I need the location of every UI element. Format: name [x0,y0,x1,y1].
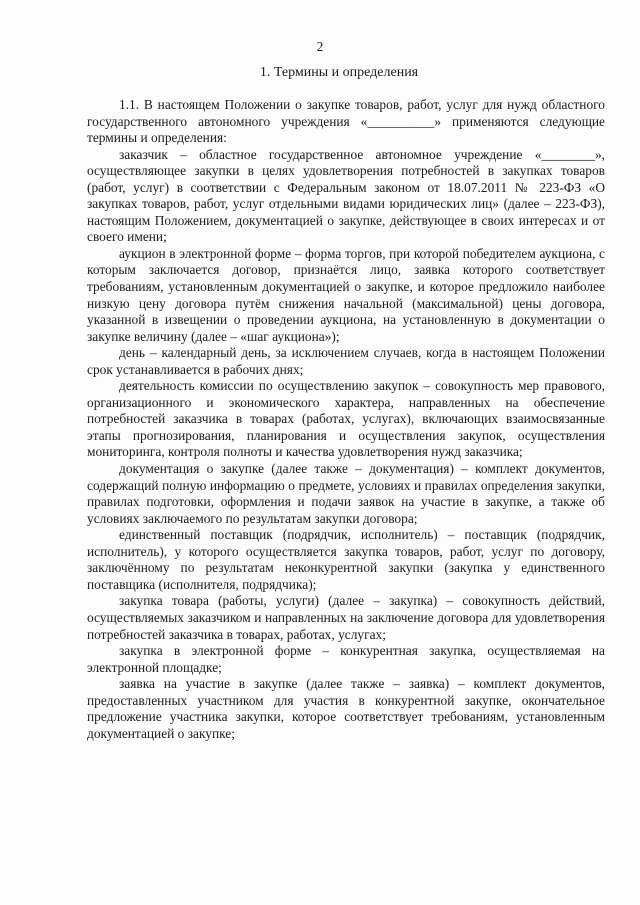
definition-procurement: закупка товара (работы, услуги) (далее – закупка) – совокупность действий, осуществляемых заказчиком и направленных на заключение договора для удовлетворения потребностей заказчика в товарах, работах, услугах; [87,593,605,642]
page-number: 2 [316,39,324,54]
definition-procurement-documentation: документация о закупке (далее также – документация) – комплект документов, содержащий полную информацию о предмете, условиях и правилах определения закупки, правилах подготовки, оформления и подачи заявок на участие в закупке, а также об условиях заключаемого по результатам закупки договора; [87,461,605,526]
definition-customer: заказчик – областное государственное автономное учреждение «________», осуществляющее закупки в целях удовлетворения потребностей в закупках товаров (работ, услуг) в соответствии с Федеральным законом от 18.07.2011 № 223-ФЗ «О закупках товаров, работ, услуг отдельными видами юридических лиц» (далее – 223-ФЗ), настоящим Положением, документацией о закупке, действующее в своих интересах и от своего имени; [87,146,605,245]
definition-electronic-procurement: закупка в электронной форме – конкурентная закупка, осуществляемая на электронной площадке; [87,643,605,675]
definition-sole-supplier: единственный поставщик (подрядчик, исполнитель) – поставщик (подрядчик, исполнитель), у которого осуществляется закупка товаров, работ, услуг по договору, заключённому по результатам неконкурентной закупки (закупка у единственного поставщика (исполнителя, подрядчика); [87,527,605,592]
document-body [87,97,605,742]
paragraph-intro: 1.1. В настоящем Положении о закупке товаров, работ, услуг для нужд областного государственного автономного учреждения «__________» применяются следующие термины и определения: [87,97,605,146]
definition-application: заявка на участие в закупке (далее также – заявка) – комплект документов, предоставленных участником для участия в конкурентной закупке, окончательное предложение участника закупки, которое соответствует требованиям, установленным документацией о закупке; [87,676,605,741]
definition-commission-activity: деятельность комиссии по осуществлению закупок – совокупность мер правового, организационного и экономического характера, направленных на обеспечение потребностей заказчика в товарах (работах, услугах), включающих взаимосвязанные этапы прогнозирования, планирования и осуществления закупок, осуществления мониторинга, контроля полноты и качества удовлетворения нужд заказчика; [87,378,605,460]
section-heading: 1. Термины и определения [259,65,419,80]
definition-day: день – календарный день, за исключением случаев, когда в настоящем Положении срок устанавливается в рабочих днях; [87,345,605,377]
definition-electronic-auction: аукцион в электронной форме – форма торгов, при которой победителем аукциона, с которым заключается договор, признаётся лицо, заявка которого соответствует требованиям, установленным документацией о закупке, и которое предложило наиболее низкую цену договора путём снижения начальной (максимальной) цены договора, указанной в извещении о проведении аукциона, на установленную в документации о закупке величину (далее – «шаг аукциона»); [87,245,605,344]
